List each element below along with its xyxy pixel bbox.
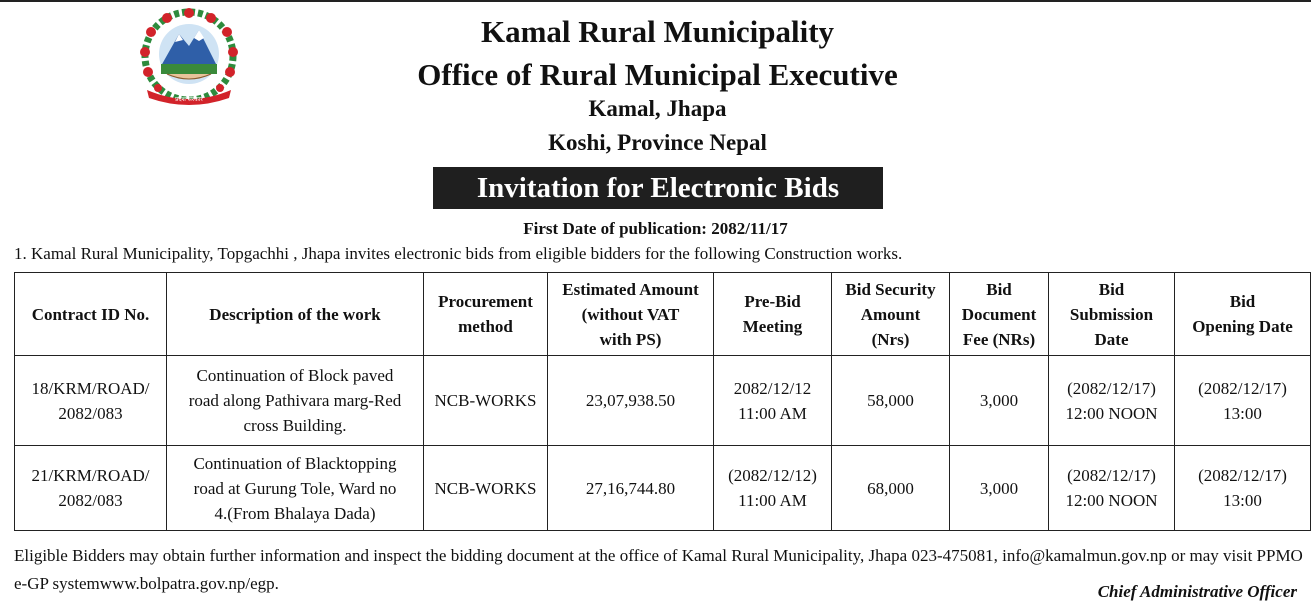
cell-line: Continuation of Block paved (196, 366, 394, 385)
cell-line: (2082/12/17) (1067, 466, 1156, 485)
location-line: Kamal, Jhapa (588, 96, 727, 121)
header-cell (548, 273, 714, 356)
top-border-line (0, 0, 1311, 2)
signature-title: Chief Administrative Officer (1097, 582, 1297, 601)
cell-line: 2082/083 (58, 491, 123, 510)
header-cell (1175, 273, 1311, 356)
cell-line: 2082/083 (58, 403, 123, 423)
table-cell (1049, 446, 1175, 531)
header-line: Submission (1069, 304, 1154, 324)
seal-text: प्रदेश सरकार (175, 96, 203, 103)
header-cell (714, 273, 832, 356)
table-header-row (15, 273, 1311, 356)
municipality-name: Kamal Rural Municipality (480, 14, 835, 49)
publication-date: First Date of publication: 2082/11/17 (523, 219, 788, 238)
cell-line: 11:00 AM (738, 403, 807, 423)
header-line: Pre-Bid (744, 292, 801, 311)
cell-line: 13:00 (1223, 403, 1262, 423)
cell-line: 21/KRM/ROAD/ (31, 466, 150, 485)
header-line: Bid (986, 279, 1012, 299)
cell-line: Continuation of Blacktopping (193, 453, 397, 473)
table-cell (167, 446, 424, 531)
header-cell (167, 273, 424, 356)
cell-line: 12:00 NOON (1065, 403, 1158, 423)
header-cell (15, 273, 167, 356)
header-line: method (458, 317, 513, 336)
header-line: Bid (1098, 279, 1125, 299)
cell-line: 4.(From Bhalaya Dada) (214, 503, 376, 523)
intro-paragraph: 1. Kamal Rural Municipality, Topgachhi , Jhapa invites electronic bids from eligible bidders for the following Construction works. (14, 244, 903, 263)
cell-line: 2082/12/12 (733, 378, 812, 398)
header-cell (424, 273, 548, 356)
header-line: Document (961, 304, 1037, 324)
header-line: Date (1094, 329, 1129, 349)
header-line: with PS) (599, 329, 662, 349)
header-line: Description of the work (209, 304, 381, 324)
table-cell (15, 446, 167, 531)
table-cell (832, 356, 950, 446)
table-cell (424, 446, 548, 531)
cell-line: (2082/12/12) (728, 466, 817, 485)
table-cell (167, 356, 424, 446)
header-line: (Nrs) (871, 329, 910, 349)
header-line: (without VAT (581, 304, 680, 324)
table-cell (714, 356, 832, 446)
table-cell (15, 356, 167, 446)
cell-line: (2082/12/17) (1067, 378, 1156, 398)
header-line: Bid Security (845, 279, 936, 299)
office-name: Office of Rural Municipal Executive (417, 57, 898, 92)
cell-line: road at Gurung Tole, Ward no (193, 478, 397, 498)
cell-line: 23,07,938.50 (585, 391, 676, 410)
header-line: Bid (1229, 292, 1256, 311)
cell-line: 58,000 (867, 391, 914, 410)
table-cell (950, 446, 1049, 531)
header-cell (832, 273, 950, 356)
cell-line: 27,16,744.80 (585, 478, 676, 498)
header-line: Opening Date (1192, 317, 1293, 336)
table-row (15, 446, 1311, 531)
cell-line: 68,000 (867, 478, 914, 498)
header-cell (1049, 273, 1175, 356)
cell-line: cross Building. (243, 416, 347, 435)
table-cell (424, 356, 548, 446)
header-line: Contract ID No. (31, 304, 150, 324)
header-line: Estimated Amount (562, 279, 699, 299)
cell-line: 11:00 AM (738, 491, 807, 510)
header-cell (950, 273, 1049, 356)
cell-line: (2082/12/17) (1198, 466, 1287, 485)
table-cell (832, 446, 950, 531)
header-line: Procurement (438, 292, 533, 311)
cell-line: NCB-WORKS (434, 478, 537, 498)
table-cell (1049, 356, 1175, 446)
cell-line: NCB-WORKS (434, 391, 537, 410)
cell-line: road along Pathivara marg-Red (188, 391, 402, 410)
table-cell (548, 356, 714, 446)
province-line: Koshi, Province Nepal (548, 130, 767, 155)
table-cell (714, 446, 832, 531)
cell-line: 3,000 (979, 391, 1019, 410)
table-cell (950, 356, 1049, 446)
cell-line: 3,000 (979, 478, 1019, 498)
table-cell (1175, 446, 1311, 531)
header-line: Fee (NRs) (962, 329, 1036, 349)
notice-title-banner: Invitation for Electronic Bids (433, 167, 883, 209)
table-row (15, 356, 1311, 446)
header-line: Amount (860, 304, 921, 324)
cell-line: (2082/12/17) (1198, 378, 1287, 398)
cell-line: 12:00 NOON (1065, 491, 1158, 510)
header-line: Meeting (742, 317, 803, 336)
table-cell (548, 446, 714, 531)
table-cell (1175, 356, 1311, 446)
cell-line: 13:00 (1223, 491, 1262, 510)
cell-line: 18/KRM/ROAD/ (31, 378, 150, 398)
bids-table (14, 272, 1311, 531)
footer-paragraph: Eligible Bidders may obtain further information and inspect the bidding document at the office of Kamal Rural Municipality, Jhapa 023-475081, info@kamalmun.gov.np or may visit PPMO e-GP systemwww.bolpatra.gov.np/egp. (14, 546, 1303, 593)
